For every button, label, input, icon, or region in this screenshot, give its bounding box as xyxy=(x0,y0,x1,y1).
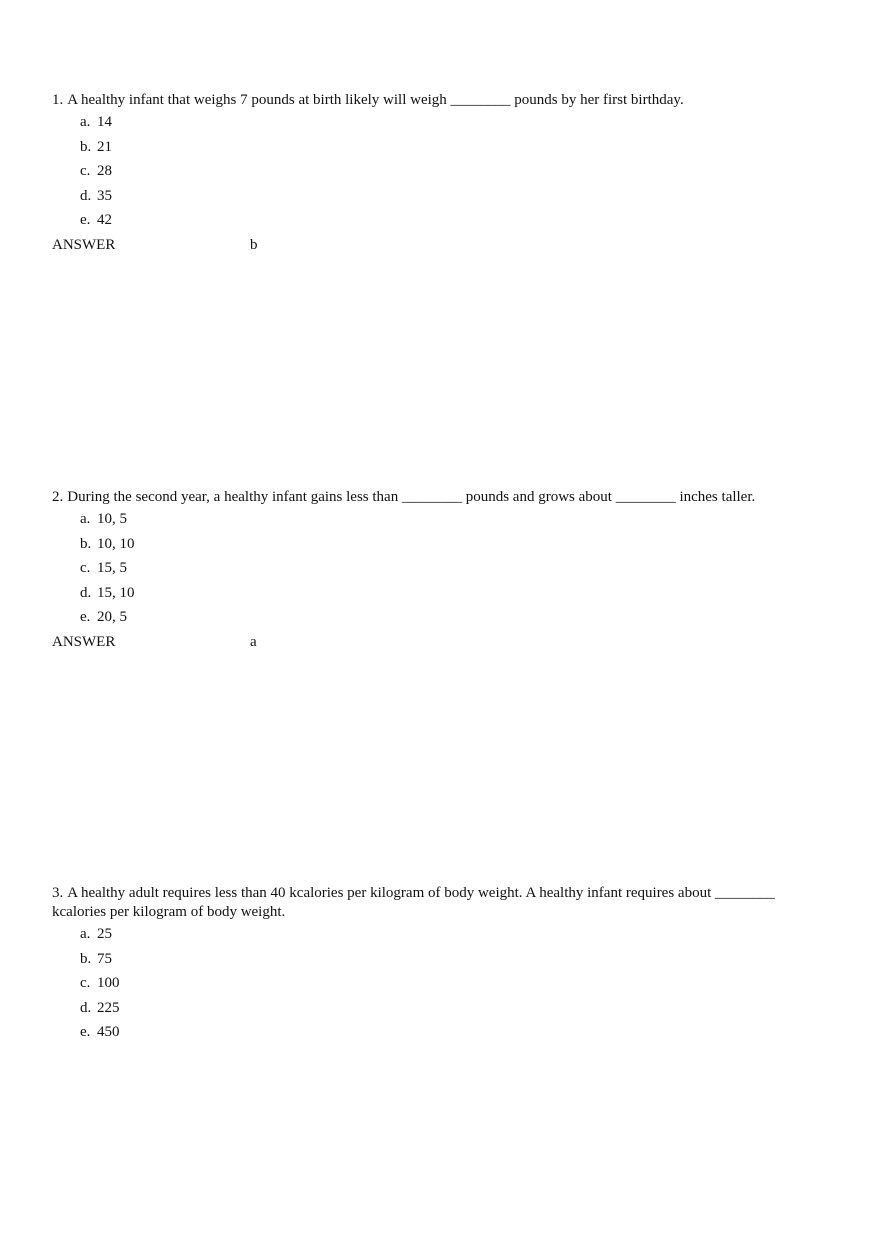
option-letter: d. xyxy=(80,999,92,1016)
option-text: 450 xyxy=(97,1024,120,1040)
option-a xyxy=(80,110,832,135)
option-d xyxy=(80,996,832,1021)
option-text: 75 xyxy=(97,950,112,967)
option-text: 35 xyxy=(97,187,112,204)
answer-label: ANSWER xyxy=(52,236,116,253)
question-stem xyxy=(52,884,832,922)
option-d xyxy=(80,184,832,209)
option-letter: e. xyxy=(80,212,91,228)
option-text: 10, 5 xyxy=(97,511,127,527)
option-text: 100 xyxy=(97,975,120,991)
option-text: 20, 5 xyxy=(97,609,127,625)
options-list xyxy=(52,507,832,630)
option-text: 15, 10 xyxy=(97,584,135,601)
option-letter: e. xyxy=(80,609,91,625)
option-c xyxy=(80,556,832,581)
option-a xyxy=(80,922,832,947)
question-stem xyxy=(52,488,832,507)
question-2 xyxy=(52,488,832,654)
option-text: 25 xyxy=(97,926,112,942)
option-letter: a. xyxy=(80,511,91,527)
option-text: 15, 5 xyxy=(97,560,127,576)
option-text: 28 xyxy=(97,163,112,179)
option-letter: c. xyxy=(80,163,91,179)
answer-label: ANSWER xyxy=(52,633,116,650)
question-number: 1. xyxy=(52,92,64,108)
question-number: 3. xyxy=(52,885,64,901)
option-text: 21 xyxy=(97,138,112,155)
answer-value: b xyxy=(250,236,258,253)
question-text: A healthy infant that weighs 7 pounds at birth likely will weigh ________ pounds by her first birthday. xyxy=(67,92,684,108)
option-e xyxy=(80,208,832,233)
options-list xyxy=(52,110,832,233)
option-text: 10, 10 xyxy=(97,535,135,552)
option-d xyxy=(80,581,832,606)
option-letter: c. xyxy=(80,560,91,576)
options-list xyxy=(52,922,832,1045)
answer-row xyxy=(52,630,832,654)
option-letter: a. xyxy=(80,926,91,942)
option-b xyxy=(80,135,832,160)
question-text: A healthy adult requires less than 40 kcalories per kilogram of body weight. A healthy infant requires about ________ kcalories per kilogram of body weight. xyxy=(52,885,776,920)
option-letter: c. xyxy=(80,975,91,991)
option-c xyxy=(80,159,832,184)
question-number: 2. xyxy=(52,489,64,505)
option-letter: b. xyxy=(80,138,92,155)
option-b xyxy=(80,947,832,972)
option-letter: b. xyxy=(80,950,92,967)
option-letter: b. xyxy=(80,535,92,552)
option-c xyxy=(80,971,832,996)
option-b xyxy=(80,532,832,557)
answer-value: a xyxy=(250,633,257,650)
option-letter: d. xyxy=(80,584,92,601)
question-3 xyxy=(52,884,832,1045)
option-text: 225 xyxy=(97,999,120,1016)
question-stem xyxy=(52,91,832,110)
option-a xyxy=(80,507,832,532)
option-e xyxy=(80,605,832,630)
answer-row xyxy=(52,233,832,257)
question-1 xyxy=(52,91,832,257)
option-letter: d. xyxy=(80,187,92,204)
option-e xyxy=(80,1020,832,1045)
question-text: During the second year, a healthy infant gains less than ________ pounds and grows about ________ inches taller. xyxy=(67,489,756,505)
option-text: 42 xyxy=(97,212,112,228)
option-text: 14 xyxy=(97,114,112,130)
option-letter: a. xyxy=(80,114,91,130)
option-letter: e. xyxy=(80,1024,91,1040)
